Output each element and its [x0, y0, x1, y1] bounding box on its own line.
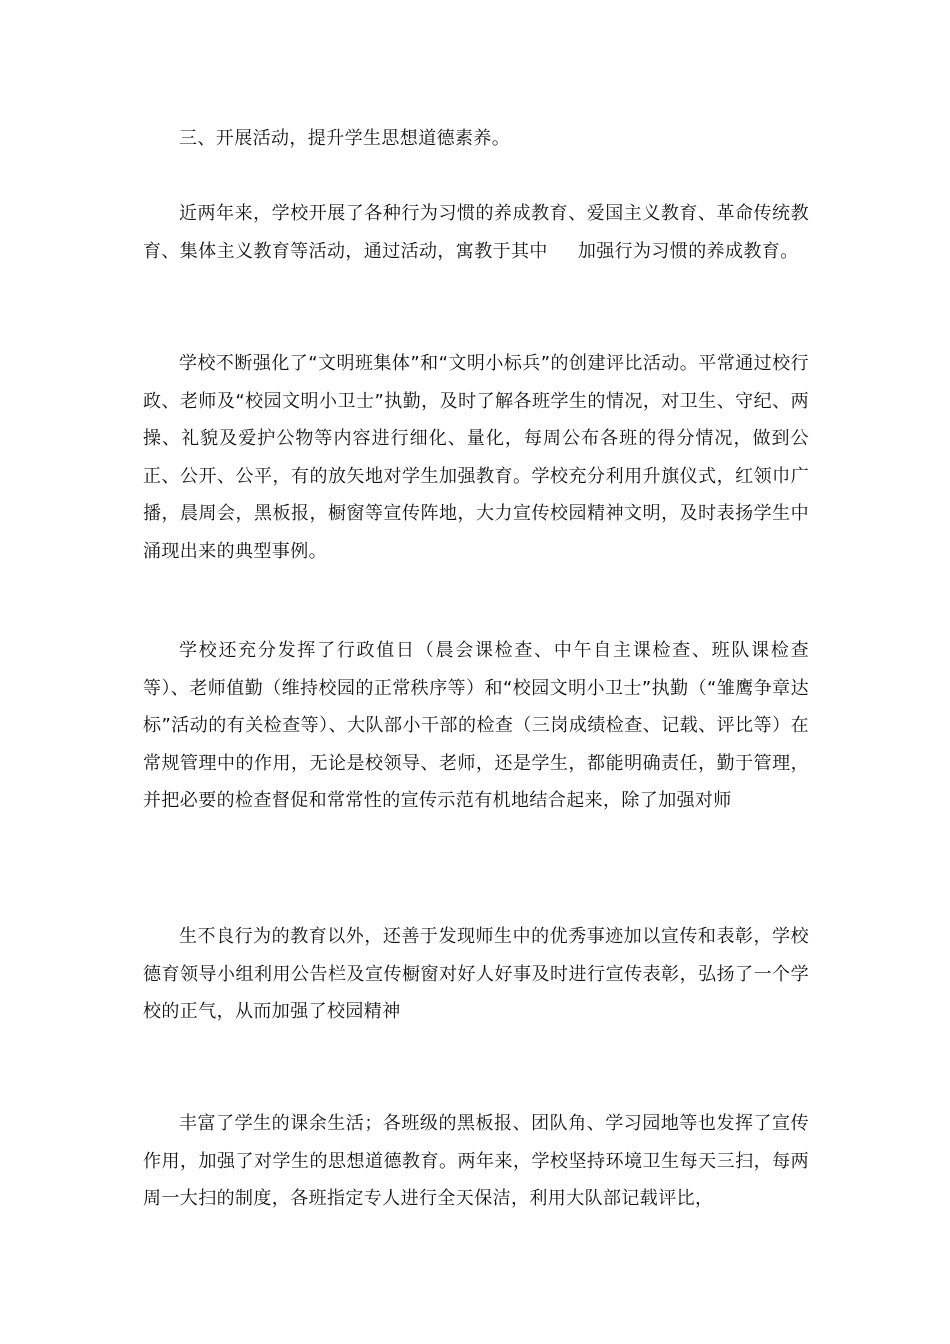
paragraph-text: 丰富了学生的课余生活；各班级的黑板报、团队角、学习园地等也发挥了宣传作用，加强了对学生的思想道德教育。两年来，学校坚持环境卫生每天三扫，每两周一大扫的制度，各班指定专人进行全天保洁，利用大队部记载评比，	[143, 1113, 809, 1209]
section-heading-text: 三、开展活动，提升学生思想道德素养。	[179, 128, 511, 149]
paragraph-civilized-class	[143, 345, 809, 570]
paragraph-good-deeds	[143, 918, 809, 1031]
paragraph-text: 生不良行为的教育以外，还善于发现师生中的优秀事迹加以宣传和表彰，学校德育领导小组利用公告栏及宣传橱窗对好人好事及时进行宣传表彰，弘扬了一个学校的正气，从而加强了校园精神	[143, 926, 809, 1022]
section-heading	[143, 120, 809, 158]
paragraph-text: 近两年来，学校开展了各种行为习惯的养成教育、爱国主义教育、革命传统教育、集体主义教育等活动，通过活动，寓教于其中	[143, 203, 809, 262]
paragraph-text: 学校还充分发挥了行政值日（晨会课检查、中午自主课检查、班队课检查等）、老师值勤（维持校园的正常秩序等）和“校园文明小卫士”执勤（“雏鹰争章达标”活动的有关检查等）、大队部小干部的检查（三岗成绩检查、记载、评比等）在常规管理中的作用，无论是校领导、老师，还是学生，都能明确责任，勤于管理，并把必要的检查督促和常常性的宣传示范有机地结合起来，除了加强对师	[143, 640, 809, 811]
paragraph-text: 学校不断强化了“文明班集体”和“文明小标兵”的创建评比活动。平常通过校行政、老师及“校园文明小卫士”执勤，及时了解各班学生的情况，对卫生、守纪、两操、礼貌及爱护公物等内容进行细化、量化，每周公布各班的得分情况，做到公正、公开、公平，有的放矢地对学生加强教育。学校充分利用升旗仪式，红领巾广播，晨周会，黑板报，橱窗等宣传阵地，大力宣传校园精神文明，及时表扬学生中涌现出来的典型事例。	[143, 353, 809, 562]
paragraph-administrative-duty	[143, 632, 809, 820]
paragraph-behavior-habits	[143, 195, 809, 270]
paragraph-extracurricular	[143, 1105, 809, 1218]
paragraph-tail-text: 加强行为习惯的养成教育。	[577, 240, 799, 262]
